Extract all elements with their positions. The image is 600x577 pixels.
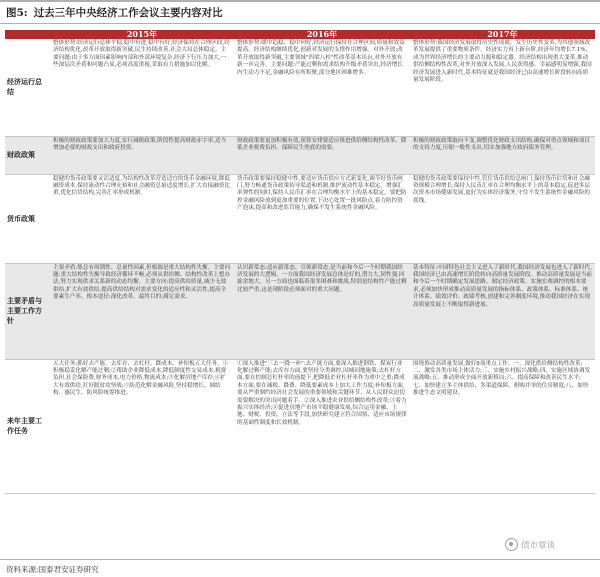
row-label-main-contradiction: 主要矛盾与主要工作方针 <box>5 263 50 359</box>
cell-2016: ①深入推进"三去一降一补":去产能方面,要深入推进钢铁、煤炭行业化解过剩产能;去库存方面,要坚持分类调控,因城因地施策;去杠杆方面,要在控制总杠杆率的前提下,把降低企业杠杆率作为重中之重;降成本方面,要在减税、降费、降低要素成本上加大工作力度;补短板方面,要从严重制约经济社会发展的重要领域和关键环节、从人民群众迫切需要解决的突出问题着手。②深入推进农业供给侧结构性改革;③着力振兴实体经济;④促进房地产市场平稳健康发展,综合运用金融、土地、财税、投资、立法等手段,加快研究建立符合国情、适应市场规律的基础性制度和长效机制。 <box>234 359 410 493</box>
figure-number: 图5: <box>6 7 28 19</box>
figure-title: 过去三年中央经济工作会议主要内容对比 <box>33 7 223 19</box>
watermark <box>505 538 555 551</box>
table-row <box>5 39 595 136</box>
source-footer: 资料来源:国泰君安证券研究 <box>0 559 600 577</box>
header-2016: 2016年 <box>234 30 410 39</box>
cell-2015: 五大任务:抓好去产能、去库存、去杠杆、降成本、补短板五大任务。①积极稳妥化解产能过剩;②帮助企业降低成本,降低制度性交易成本,税费负担,社会保险费,财务成本,电力价格,物流成本;③化解房地产库存;④扩大有效供给,打好脱贫攻坚战;⑤防范化解金融风险,坚持稳增长、调结构、惠民生、防风险统筹推进。 <box>50 359 234 493</box>
row-label-monetary-policy: 货币政策 <box>5 174 50 263</box>
cell-2017: 积极的财政政策取向不变,调整优化财政支出结构,确保对重点领域和项目的支持力度,压缩一般性支出,切实加强地方政府债务管理。 <box>410 136 595 174</box>
cell-2016: 认识新常态:适应新常态、引领新常态,是当前和今后一个时期我国经济发展的大逻辑。一方面我国经济发展总体是好的,潜力大,韧性强,回旋余地大。另一方面也面临着很多困难和挑战,特别是结构性产能过剩比较严重,这是现阶段必须面对的重大问题。 <box>234 263 410 359</box>
cell-2017: 整体形势:我国经济发展取得历史性成就、发生历史性变革,为其他领域改革发展提供了重要物质条件。经济实力再上新台阶,经济年均增长7.1%,成为世界经济增长的主要动力源和稳定器。经济结构出现重大变革,推动供给侧结构性改革,对外开放深入发展,人民获得感、幸福感明显增强,我国经济发展进入新时代,基本特征就是我国经济已由高速增长阶段转向高质量发展阶段。 <box>410 39 595 136</box>
header-2015: 2015年 <box>50 30 234 39</box>
table-row <box>5 174 595 263</box>
cell-2016: 财政政策要更加积极有效,预算安排要适应推进供给侧结构性改革、降低企业税费负担、保障民生兜底的需要。 <box>234 136 410 174</box>
cell-2015: 稳健的货币政策要灵活适度,为结构性改革营造适宜的货币金融环境,降低融资成本,保持流动性合理充裕和社会融资总量适度增长,扩大直接融资比重,优化信贷结构,完善汇率形成机制。 <box>50 174 234 263</box>
cell-2017: 稳健的货币政策要保持中性,管住货币供给总闸门,保持货币信贷和社会融资规模合理增长,保持人民币汇率在合理均衡水平上的基本稳定,促进多层次资本市场健康发展,更好为实体经济服务,守住不发生系统性金融风险的底线。 <box>410 174 595 263</box>
table-row <box>5 359 595 493</box>
table-header-row <box>5 30 595 39</box>
cell-2017: 基本特征:中国特色社会主义进入了新时代,我国经济发展也进入了新时代,我国经济已由高速增长阶段转向高质量发展阶段。推动高质量发展是当前和今后一个时期确定发展思路、制定经济政策、实施宏观调控的根本要求,必须加快形成推动高质量发展的指标体系、政策体系、标准体系、统计体系、绩效评价、政绩考核,创建和完善制度环境,推动我国经济在实现高质量发展上不断取得新进展。 <box>410 263 595 359</box>
row-label-economic-summary: 经济运行总结 <box>5 39 50 136</box>
cell-2015: 积极的财政政策要加大力度,实行减税政策,阶段性提高财政赤字率,适当增加必要的财政支出和政府投资。 <box>50 136 234 174</box>
cell-2015: 整体形势:经济运行总体平稳,稳中有进,稳中有好,经济保持在合理区间,经济结构优化,改革开放取得新突破,民生持续改善,社会大局总体稳定。主要问题:由于多方面因素影响内部和外部环境复杂,经济下行压力加大,一些深层次矛盾和问题凸显,必须高度重视,采取有力措施加以化解。 <box>50 39 234 136</box>
wechat-logo-icon <box>505 538 518 551</box>
cell-2016: 整体形势:缓中趋稳、稳中向好,经济运行保持在合理区间,质量和效益提高。经济结构继续优化,创新对发展的支撑作用增强。对外开放:改革开放取得新突破,主要领域"四梁八柱"性改革基本出台,对外开放有新一步完善。主要问题:产能过剩和需求结构升级矛盾突出,经济增长内生动力不足,金融风险有所积聚,部分地区困难增多。 <box>234 39 410 136</box>
header-corner <box>5 30 50 39</box>
cell-2016: 货币政策要保持稳健中性,要适应货币供应方式新变化,调节好货币闸门,努力畅通货币政策传导渠道和机制,维护流动性基本稳定。增强汇率弹性的同时,保持人民币汇率在合理均衡水平上的基本稳定。要把防控金融风险放到更加重要的位置,下决心处置一批风险点,着力防控资产泡沫,提高和改进监管能力,确保不发生系统性金融风险。 <box>234 174 410 263</box>
table-row <box>5 263 595 359</box>
cell-2015: 主要矛盾:集总有周期性、总量性因素,但根源是重大结构性失衡。主要问题:重大结构性失衡导致经济循环不畅,必须从供给侧、结构性改革上想办法,努力实现供求关系新的动态均衡。主要方向:提高供给质量,减少无效供给,扩大有效供给,提高供给结构对需求变化的适应性和灵活性,提高全要素生产率。根本途径:深化改革。最终目的:满足需求。 <box>50 263 234 359</box>
figure-title-bar <box>0 0 600 24</box>
header-2017: 2017年 <box>410 30 595 39</box>
cell-2017: 围绕推动高质量发展,做好8项重点工作。一、深化供给侧结构性改革;二、激发各类市场主体活力;三、实施乡村振兴战略;四、实施区域协调发展战略;五、推动形成全面开放新格局;六、提高保障和改善民生水平;七、加快建立多主体供给、多渠道保障、租购并举的住房制度;八、加快推进生态文明建设。 <box>410 359 595 493</box>
table-row <box>5 136 595 174</box>
row-label-next-year-tasks: 来年主要工作任务 <box>5 359 50 493</box>
comparison-table <box>5 30 595 494</box>
watermark-text: 债市覃谈 <box>521 540 556 551</box>
row-label-fiscal-policy: 财政政策 <box>5 136 50 174</box>
